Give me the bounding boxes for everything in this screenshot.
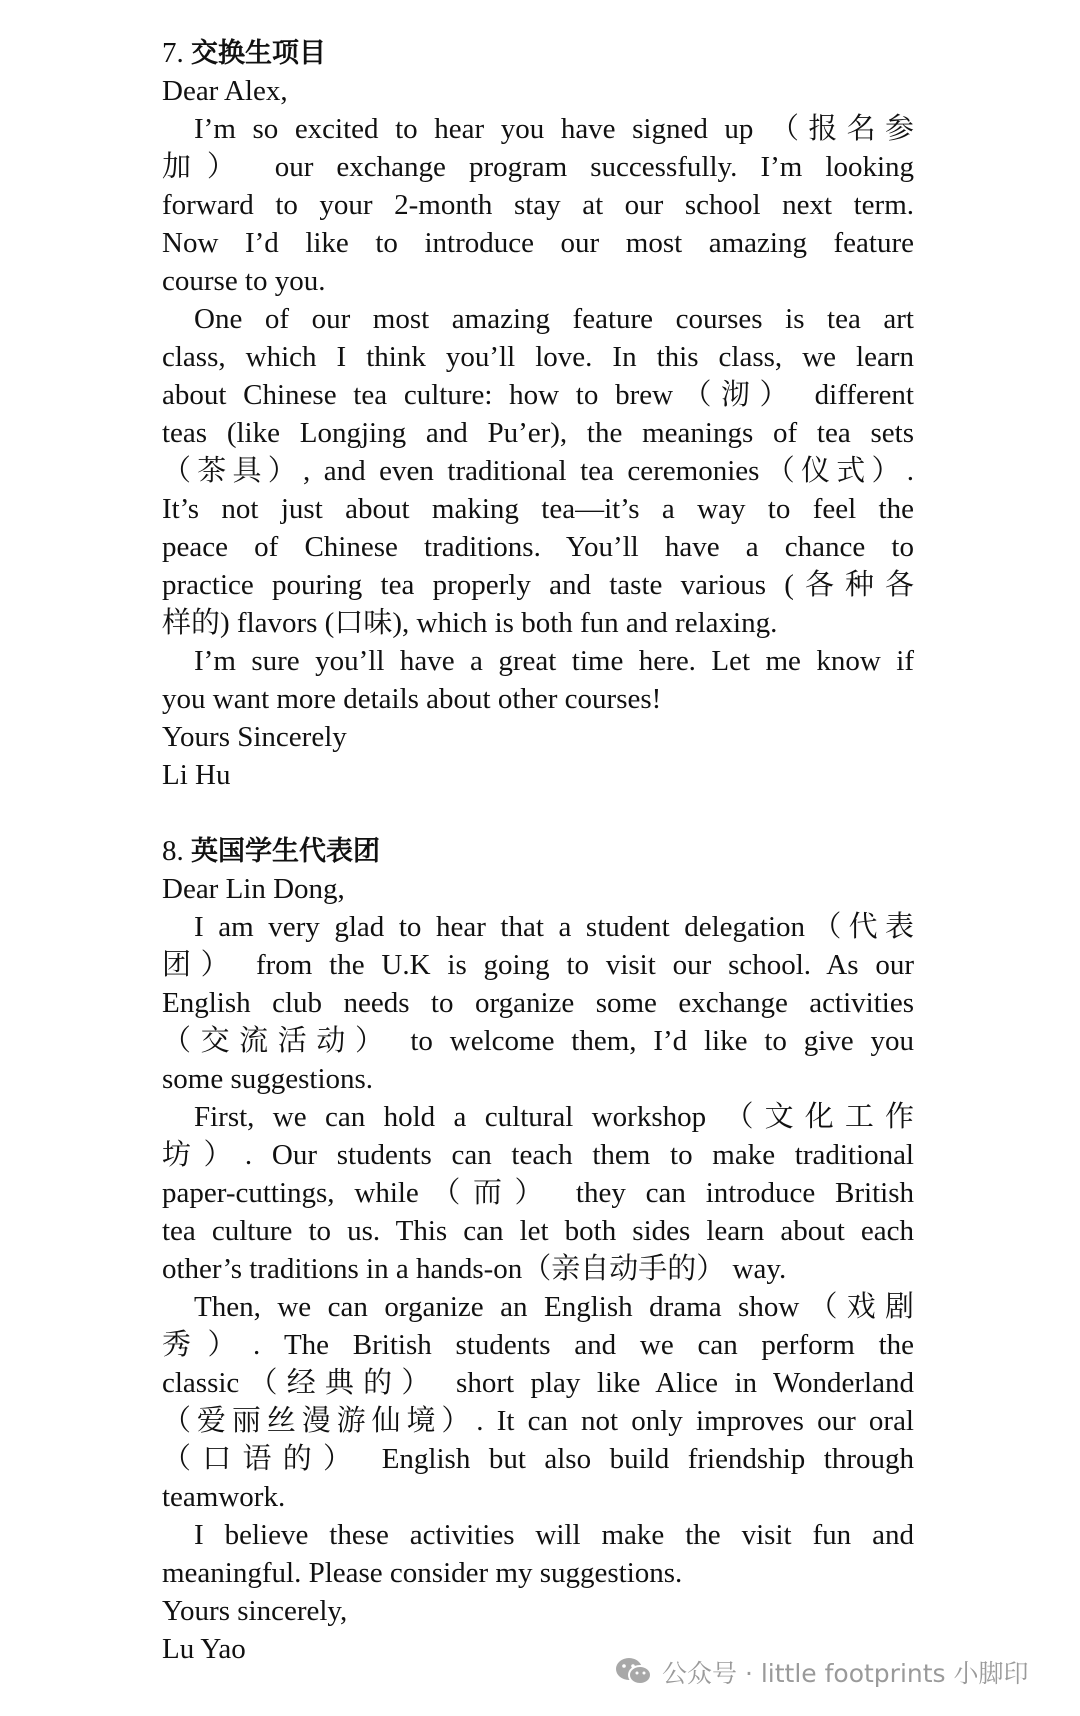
letter8-line: 团） from the U.K is going to visit our school. As our <box>162 949 914 981</box>
letter8-line: 秀）. The British students and we can perform the <box>162 1329 914 1361</box>
letter8-line: I believe these activities will make the visit fun and <box>194 1519 914 1551</box>
wechat-icon <box>614 1656 654 1688</box>
letter8-line: 坊）. Our students can teach them to make traditional <box>162 1139 914 1171</box>
letter8-line: tea culture to us. This can let both sides learn about each <box>162 1215 914 1247</box>
letter8-line: Dear Lin Dong, <box>162 873 345 905</box>
letter-7-number: 7. <box>162 37 184 69</box>
letter7-line: Dear Alex, <box>162 75 288 107</box>
letter7-line: forward to your 2-month stay at our school next term. <box>162 189 914 221</box>
letter-7-heading <box>162 34 914 72</box>
letter8-line: （交流活动） to welcome them, I’d like to give you <box>162 1025 914 1057</box>
letter7-line: I’m sure you’ll have a great time here. Let me know if <box>194 645 914 677</box>
letter-7-body <box>162 72 914 794</box>
letter8-line: First, we can hold a cultural workshop （文化工作 <box>194 1101 914 1133</box>
letter8-line: other’s traditions in a hands-on（亲自动手的） way. <box>162 1253 787 1285</box>
letter-8-number: 8. <box>162 835 184 867</box>
letter8-line: paper-cuttings, while（而） they can introduce British <box>162 1177 914 1209</box>
letter7-line: about Chinese tea culture: how to brew（沏） different <box>162 379 914 411</box>
letter8-line: Then, we can organize an English drama show（戏剧 <box>194 1291 914 1323</box>
letter8-line: Lu Yao <box>162 1633 246 1665</box>
letter-8-heading <box>162 832 914 870</box>
letter7-line: 样的) flavors (口味), which is both fun and relaxing. <box>162 607 778 639</box>
letter-7-title: 交换生项目 <box>191 38 326 69</box>
letter7-line: One of our most amazing feature courses is tea art <box>194 303 914 335</box>
watermark-text: 公众号 · little footprints 小脚印 <box>662 1659 1029 1688</box>
letter7-line: teas (like Longjing and Pu’er), the meanings of tea sets <box>162 417 914 449</box>
letter8-line: Yours sincerely, <box>162 1595 348 1627</box>
letter-8-title: 英国学生代表团 <box>191 836 380 867</box>
letter8-line: English club needs to organize some exchange activities <box>162 987 914 1019</box>
letter7-line: （茶具）, and even traditional tea ceremonies（仪式）. <box>162 455 914 487</box>
letter7-line: Li Hu <box>162 759 231 791</box>
letter7-line: practice pouring tea properly and taste various (各种各 <box>162 569 914 601</box>
letter7-line: you want more details about other courses! <box>162 683 662 715</box>
letter7-line: 加） our exchange program successfully. I’m looking <box>162 151 914 183</box>
letter-8-body <box>162 870 914 1668</box>
section-gap <box>162 794 914 832</box>
letter7-line: I’m so excited to hear you have signed up （报名参 <box>194 113 914 145</box>
letter8-line: teamwork. <box>162 1481 286 1513</box>
letter7-line: course to you. <box>162 265 326 297</box>
letter7-line: Now I’d like to introduce our most amazing feature <box>162 227 914 259</box>
letter7-line: Yours Sincerely <box>162 721 347 753</box>
letter8-line: （爱丽丝漫游仙境）. It can not only improves our oral <box>162 1405 914 1437</box>
letter8-line: some suggestions. <box>162 1063 374 1095</box>
document-page <box>162 34 914 1668</box>
letter7-line: It’s not just about making tea—it’s a way to feel the <box>162 493 914 525</box>
letter8-line: classic（经典的） short play like Alice in Wonderland <box>162 1367 914 1399</box>
watermark <box>614 1652 1029 1692</box>
letter8-line: meaningful. Please consider my suggestions. <box>162 1557 683 1589</box>
letter8-line: （口语的） English but also build friendship through <box>162 1443 914 1475</box>
letter7-line: class, which I think you’ll love. In this class, we learn <box>162 341 914 373</box>
letter7-line: peace of Chinese traditions. You’ll have a chance to <box>162 531 914 563</box>
letter8-line: I am very glad to hear that a student delegation（代表 <box>194 911 914 943</box>
